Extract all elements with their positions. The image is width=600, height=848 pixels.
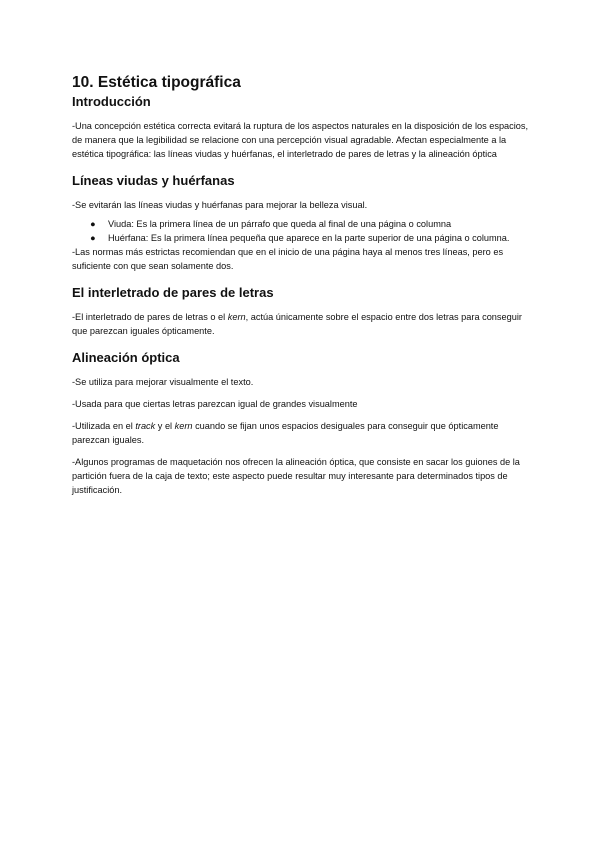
text-run: cuando se fijan unos espacios desiguales para conseguir que ópticamente parezcan iguales. <box>72 421 499 445</box>
text-run: -Utilizada en el <box>72 421 136 431</box>
alineacion-paragraph-1: -Se utiliza para mejorar visualmente el texto. <box>72 377 254 387</box>
viudas-paragraph-1: -Se evitarán las líneas viudas y huérfanas para mejorar la belleza visual. <box>72 200 368 210</box>
list-item-text: Huérfana: Es la primera línea pequeña que aparece en la parte superior de una página o columna. <box>108 233 510 243</box>
bullet-icon: ● <box>90 233 96 243</box>
text-run: , actúa únicamente sobre el espacio entre dos letras para conseguir que parezcan iguales ópticamente. <box>72 312 522 336</box>
document-body <box>72 74 530 497</box>
alineacion-paragraph-4: -Algunos programas de maquetación nos ofrecen la alineación óptica, que consiste en sacar los guiones de la partición fuera de la caja de texto; este aspecto puede resultar muy interesante para determinados tipos de justificación. <box>72 457 520 495</box>
alineacion-heading: Alineación óptica <box>72 350 180 365</box>
interletrado-heading: El interletrado de pares de letras <box>72 285 274 300</box>
alineacion-paragraph-3 <box>72 419 530 447</box>
text-run: -El interletrado de pares de letras o el <box>72 312 228 322</box>
text-run: y el <box>155 421 175 431</box>
alineacion-paragraph-2: -Usada para que ciertas letras parezcan igual de grandes visualmente <box>72 399 358 409</box>
intro-heading: Introducción <box>72 94 151 109</box>
list-item <box>72 217 530 231</box>
viudas-paragraph-2: -Las normas más estrictas recomiendan que en el inicio de una página haya al menos tres líneas, pero es suficiente con que sean solamente dos. <box>72 247 504 271</box>
kern-term: kern <box>227 312 246 322</box>
interletrado-paragraph <box>72 310 530 338</box>
intro-paragraph: -Una concepción estética correcta evitará la ruptura de los aspectos naturales en la disposición de los espacios, de manera que la legibilidad se relacione con una percepción visual agradable. Afectan especialmente a la estética tipográfica: las líneas viudas y huérfanas, el interletrado de pares de letras y la alineación óptica <box>72 121 529 159</box>
viudas-heading: Líneas viudas y huérfanas <box>72 173 235 188</box>
viudas-bullet-list <box>72 217 530 245</box>
bullet-icon: ● <box>90 219 96 229</box>
list-item-text: Viuda: Es la primera línea de un párrafo que queda al final de una página o columna <box>108 219 452 229</box>
page-title: 10. Estética tipográfica <box>72 74 241 91</box>
track-term: track <box>135 421 156 431</box>
kern-term: kern <box>174 421 193 431</box>
list-item <box>72 231 530 245</box>
